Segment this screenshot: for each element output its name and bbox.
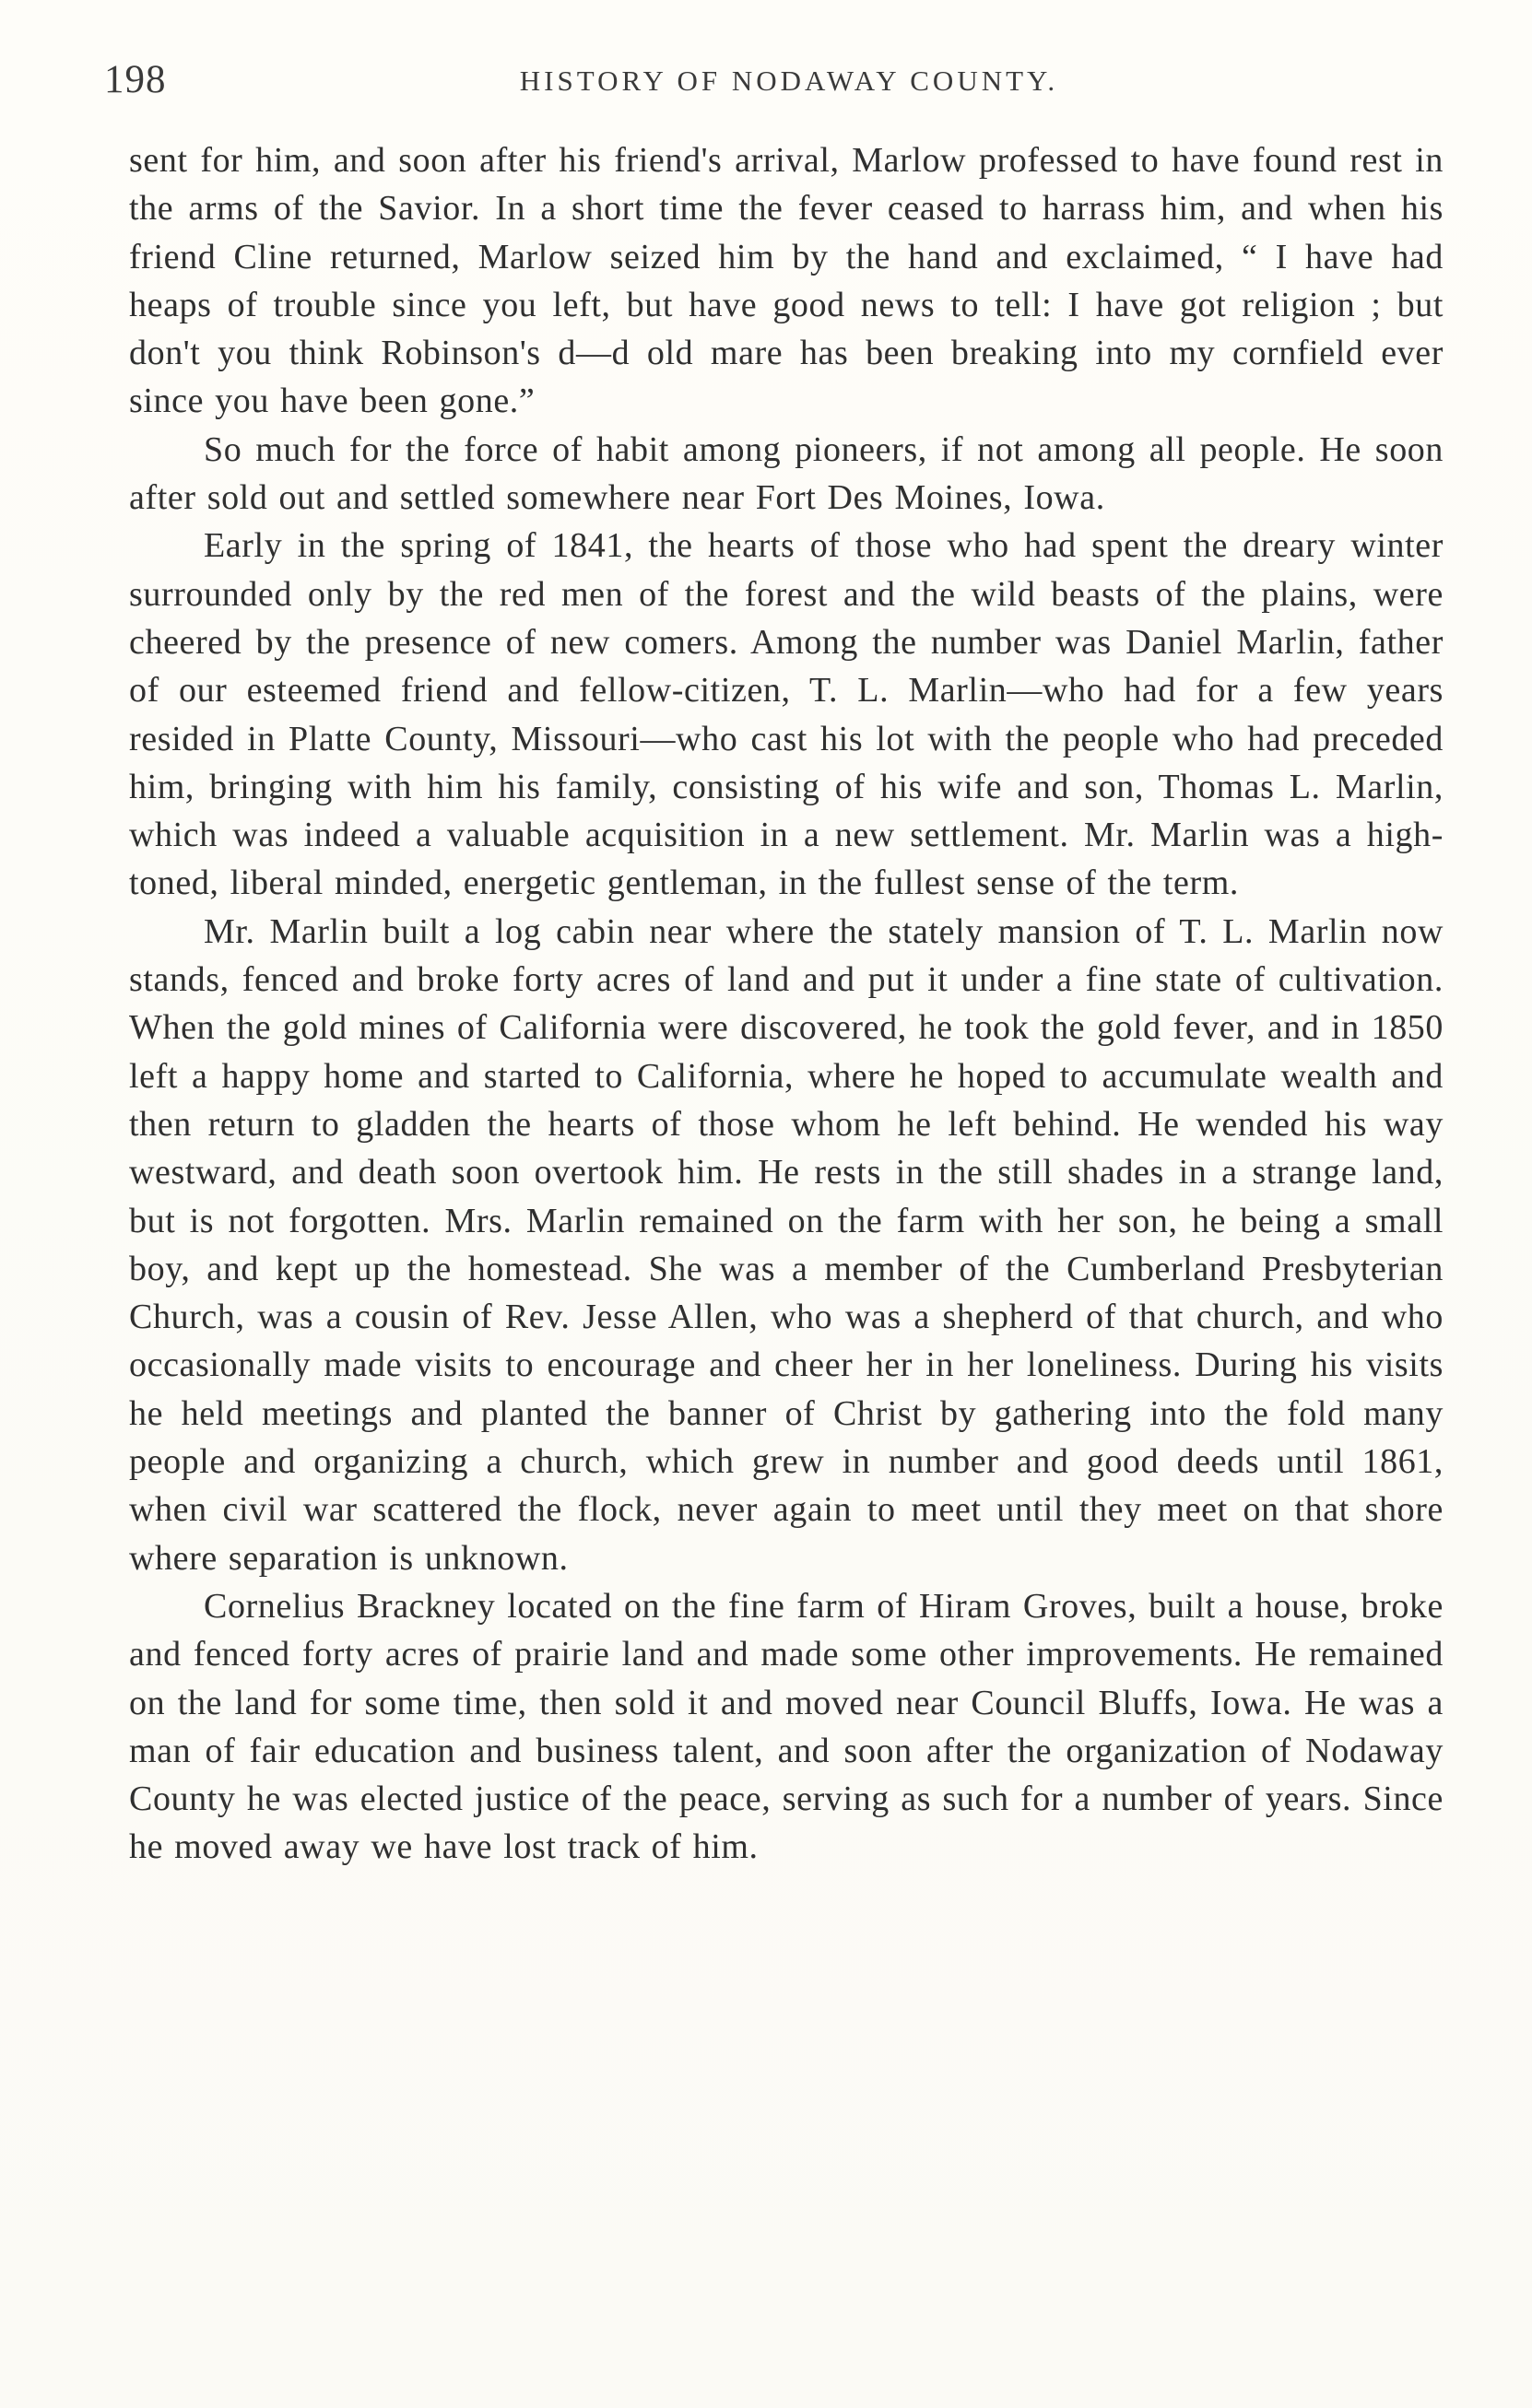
book-title: HISTORY OF NODAWAY COUNTY.: [519, 65, 1059, 97]
paragraph-marlin-cabin: Mr. Marlin built a log cabin near where the stately mansion of T. L. Marlin now stands, fenced and broke forty acres of land and put it under a fine state of cultivation. When the gold mines of California were discovered, he took the gold fever, and in 1850 left a happy home and started to California, where he hoped to accumulate wealth and then return to gladden the hearts of those whom he left behind. He wended his way westward, and death soon overtook him. He rests in the still shades in a strange land, but is not forgotten. Mrs. Marlin remained on the farm with her son, he being a small boy, and kept up the homestead. She was a member of the Cumberland Presbyterian Church, was a cousin of Rev. Jesse Allen, who was a shepherd of that church, and who occasionally made visits to encourage and cheer her in her loneliness. During his visits he held meetings and planted the banner of Christ by gathering into the fold many people and organizing a church, which grew in number and good deeds until 1861, when civil war scattered the flock, never again to meet until they meet on that shore where separation is unknown.: [129, 911, 1444, 1578]
paragraph-brackney: Cornelius Brackney located on the fine farm of Hiram Groves, built a house, broke and fenced forty acres of prairie land and made some other improvements. He remained on the land for some time, then sold it and moved near Council Bluffs, Iowa. He was a man of fair education and business talent, and soon after the organization of Nodaway County he was elected justice of the peace, serving as such for a number of years. Since he moved away we have lost track of him.: [129, 1586, 1444, 1867]
paragraph-habit: So much for the force of habit among pioneers, if not among all people. He soon after sold out and settled somewhere near Fort Des Moines, Iowa.: [129, 429, 1444, 518]
running-head: [104, 57, 1437, 112]
text-body: [129, 136, 1444, 1872]
page-number: 198: [104, 58, 167, 101]
paragraph-spring-1841: Early in the spring of 1841, the hearts of those who had spent the dreary winter surrounded only by the red men of the forest and the wild beasts of the plains, were cheered by the presence of new comers. Among the number was Daniel Marlin, father of our esteemed friend and fellow-citizen, T. L. Marlin—who had for a few years resided in Platte County, Missouri—who cast his lot with the people who had preceded him, bringing with him his family, consisting of his wife and son, Thomas L. Marlin, which was indeed a valuable acquisition in a new settlement. Mr. Marlin was a high-toned, liberal minded, energetic gentleman, in the fullest sense of the term.: [129, 526, 1444, 903]
paragraph-continued: sent for him, and soon after his friend's arrival, Marlow professed to have found rest in the arms of the Savior. In a short time the fever ceased to harrass him, and when his friend Cline returned, Marlow seized him by the hand and exclaimed, “ I have had heaps of trouble since you left, but have good news to tell: I have got religion ; but don't you think Robinson's d—d old mare has been breaking into my cornfield ever since you have been gone.”: [129, 141, 1444, 421]
